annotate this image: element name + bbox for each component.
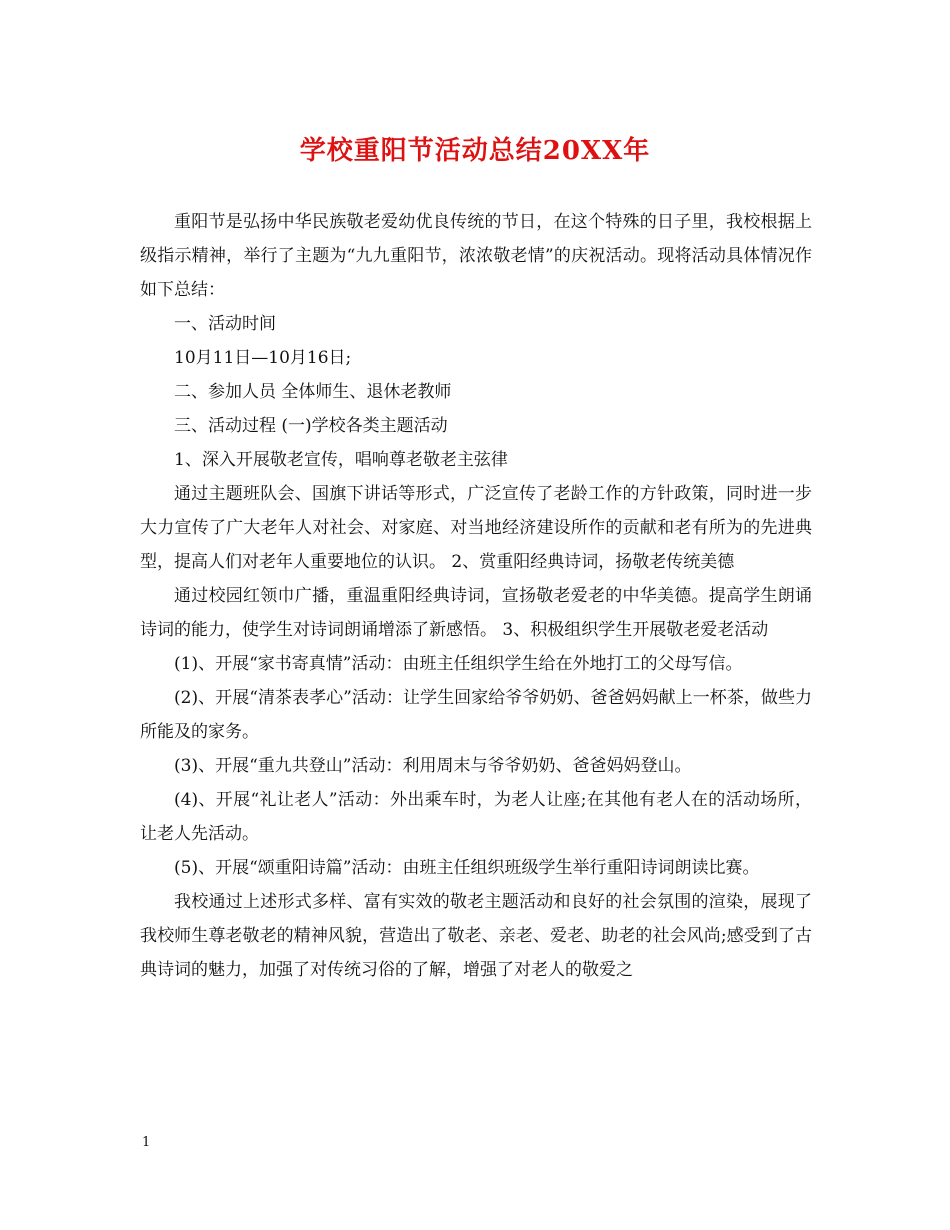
list-item-climbing: (3)、开展“重九共登山”活动：利用周末与爷爷奶奶、爸爸妈妈登山。 [174,756,692,776]
document-body [140,205,812,987]
list-item-seats: (4)、开展“礼让老人”活动：外出乘车时，为老人让座;在其他有老人在的活动场所，让老人先活动。 [140,790,812,844]
page-number: 1 [142,1135,151,1150]
heading-activity-process: 三、活动过程 (一)学校各类主题活动 [174,416,448,436]
list-item-recital: (5)、开展“颂重阳诗篇”活动：由班主任组织班级学生举行重阳诗词朗读比赛。 [174,858,760,878]
paragraph-intro: 重阳节是弘扬中华民族敬老爱幼优良传统的节日，在这个特殊的日子里，我校根据上级指示精神，举行了主题为“九九重阳节，浓浓敬老情”的庆祝活动。现将活动具体情况作如下总结： [140,212,812,300]
heading-participants: 二、参加人员 全体师生、退休老教师 [174,382,452,402]
paragraph-propaganda: 通过主题班队会、国旗下讲话等形式，广泛宣传了老龄工作的方针政策，同时进一步大力宣传了广大老年人对社会、对家庭、对当地经济建设所作的贡献和老有所为的先进典型，提高人们对老年人重要地位的认识。 2、赏重阳经典诗词，扬敬老传统美德 [140,484,812,572]
paragraph-dates: 10月11日—10月16日; [174,348,352,368]
list-item-letters: (1)、开展“家书寄真情”活动：由班主任组织学生给在外地打工的父母写信。 [174,654,743,674]
paragraph-summary: 我校通过上述形式多样、富有实效的敬老主题活动和良好的社会氛围的渲染，展现了我校师生尊老敬老的精神风貌，营造出了敬老、亲老、爱老、助老的社会风尚;感受到了古典诗词的魅力，加强了对传统习俗的了解，增强了对老人的敬爱之 [140,892,812,980]
heading-activity-time: 一、活动时间 [174,314,276,334]
list-item-tea: (2)、开展“清茶表孝心”活动：让学生回家给爷爷奶奶、爸爸妈妈献上一杯茶，做些力所能及的家务。 [140,688,812,742]
paragraph-poetry: 通过校园红领巾广播，重温重阳经典诗词，宣扬敬老爱老的中华美德。提高学生朗诵诗词的能力，使学生对诗词朗诵增添了新感悟。 3、积极组织学生开展敬老爱老活动 [140,586,812,640]
document-title: 学校重阳节活动总结20XX年 [299,136,651,166]
subheading-propaganda: 1、深入开展敬老宣传，唱响尊老敬老主弦律 [174,450,508,470]
